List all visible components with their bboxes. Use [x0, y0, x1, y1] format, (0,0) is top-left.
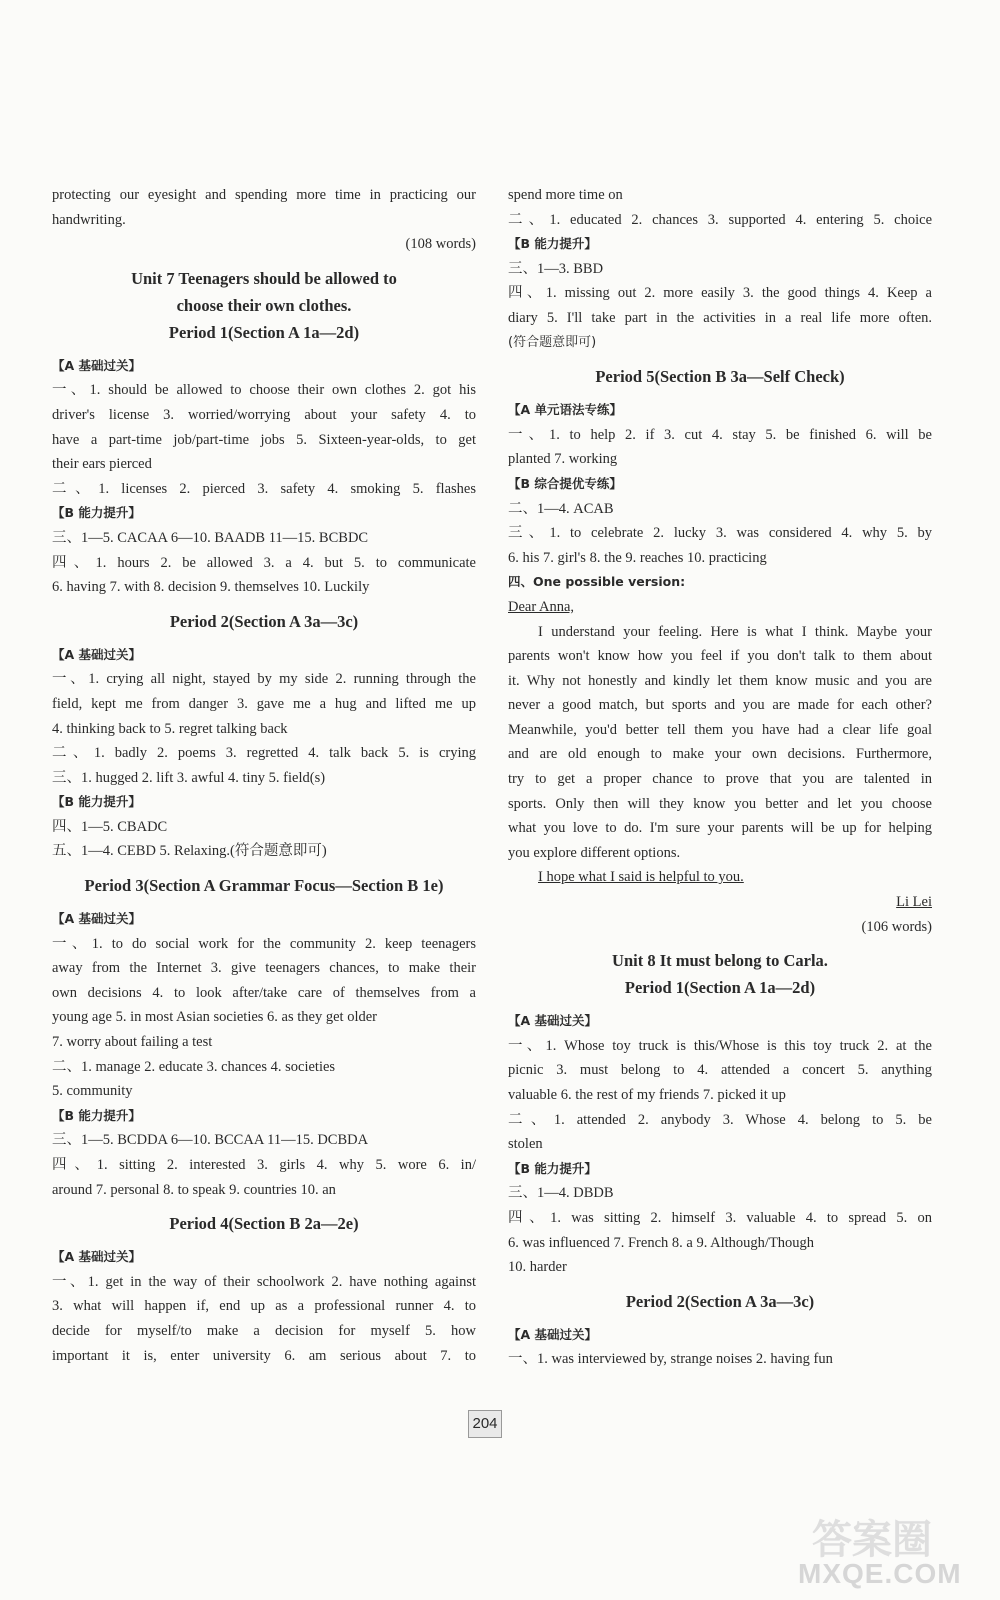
- spacer: [52, 346, 476, 354]
- text-line: 二、1. licenses 2. pierced 3. safety 4. smoking 5. flashes: [52, 480, 476, 497]
- right-column: [508, 183, 932, 1372]
- text-line: 10. harder: [508, 1259, 567, 1276]
- section-heading: choose their own clothes.: [176, 295, 352, 315]
- text-line: have a part-time job/part-time jobs 5. Sixteen-year-olds, to get: [52, 431, 476, 448]
- text-line: young age 5. in most Asian societies 6. as they get older: [52, 1009, 377, 1026]
- text-line: try to get a proper chance to prove that you are talented in: [508, 771, 932, 788]
- text-line: valuable 6. the rest of my friends 7. picked it up: [508, 1087, 786, 1103]
- text-line: 三、1—4. DBDB: [508, 1185, 614, 1202]
- exercise-label: 【B 能力提升】: [52, 1107, 141, 1123]
- spacer: [52, 600, 476, 608]
- exercise-label: 【B 能力提升】: [508, 1160, 597, 1176]
- spacer: [508, 1001, 932, 1009]
- exercise-label: 【A 基础过关】: [52, 646, 142, 662]
- section-heading: Period 2(Section A 3a—3c): [169, 611, 359, 631]
- watermark-logo: 答案圈: [812, 1517, 932, 1563]
- section-heading: Unit 7 Teenagers should be allowed to: [131, 268, 397, 288]
- text-line: 一、1. Whose toy truck is this/Whose is this toy truck 2. at the: [508, 1037, 932, 1054]
- text-line: handwriting.: [52, 211, 126, 228]
- section-heading: Period 1(Section A 1a—2d): [168, 322, 360, 342]
- exercise-label: 【A 基础过关】: [52, 357, 142, 373]
- text-line: 四、1—5. CBADC: [52, 818, 168, 835]
- text-line: 二、1. badly 2. poems 3. regretted 4. talk back 5. is crying: [52, 745, 476, 762]
- text-line: 3. what will happen if, end up as a professional runner 4. to: [52, 1298, 476, 1315]
- watermark: [790, 1508, 990, 1596]
- exercise-label: 【B 综合提优专练】: [508, 475, 622, 491]
- spacer: [52, 635, 476, 643]
- section-heading: Period 3(Section A Grammar Focus—Section B 1e): [84, 876, 444, 896]
- text-line: Meanwhile, you'd better tell them you have had a clear life goal: [508, 721, 932, 738]
- text-line: 一、1. crying all night, stayed by my side 2. running through the: [52, 671, 476, 688]
- text-line: (108 words): [405, 236, 476, 253]
- text-line: their ears pierced: [52, 456, 152, 473]
- text-line: field, kept me from danger 3. gave me a hug and lifted me up: [52, 695, 476, 712]
- text-line: spend more time on: [508, 187, 623, 203]
- section-heading: Period 5(Section B 3a—Self Check): [595, 367, 845, 387]
- text-line: 一、1. should be allowed to choose their own clothes 2. got his: [52, 382, 476, 399]
- text-line: 五、1—4. CEBD 5. Relaxing.(符合题意即可): [52, 843, 327, 860]
- text-line: parents won't know how you feel if you don't talk to them about: [508, 648, 932, 665]
- text-line: picnic 3. must belong to 4. attended a concert 5. anything: [508, 1062, 932, 1079]
- section-heading: Period 1(Section A 1a—2d): [624, 978, 816, 998]
- text-line: 二、1. manage 2. educate 3. chances 4. societies: [52, 1058, 336, 1075]
- exercise-label: 【A 基础过关】: [52, 911, 142, 927]
- text-line: decide for myself/to make a decision for myself 5. how: [52, 1322, 476, 1339]
- text-line: 四、1. missing out 2. more easily 3. the good things 4. Keep a: [508, 285, 932, 302]
- exercise-label: 【A 基础过关】: [508, 1326, 598, 1342]
- text-line: 四、1. hours 2. be allowed 3. a 4. but 5. to communicate: [52, 554, 476, 571]
- text-line: 6. was influenced 7. French 8. a 9. Although/Though: [508, 1234, 815, 1251]
- exercise-label: 【A 单元语法专练】: [508, 402, 623, 418]
- spacer: [52, 1202, 476, 1210]
- text-line: planted 7. working: [508, 451, 618, 468]
- spacer: [508, 1315, 932, 1323]
- left-column: [52, 183, 476, 1368]
- text-line: 一、1. to do social work for the community 2. keep teenagers: [52, 935, 476, 952]
- text-line: what you love to do. I'm sure your parents will be up for helping: [508, 820, 932, 837]
- text-line: driver's license 3. worried/worrying about your safety 4. to: [52, 406, 476, 423]
- text-line: important it is, enter university 6. am serious about 7. to: [52, 1347, 476, 1364]
- exercise-label: 【B 能力提升】: [508, 236, 597, 252]
- text-line: (106 words): [861, 918, 932, 935]
- text-line: I understand your feeling. Here is what I think. Maybe your: [538, 623, 932, 640]
- spacer: [52, 899, 476, 907]
- spacer: [508, 390, 932, 398]
- text-line: (符合题意即可): [508, 334, 597, 350]
- text-line: Dear Anna,: [508, 598, 575, 615]
- text-line: 一、1. to help 2. if 3. cut 4. stay 5. be finished 6. will be: [508, 426, 932, 443]
- text-line: own decisions 4. to look after/take care of themselves from a: [52, 984, 476, 1001]
- exercise-label: 四、One possible version:: [508, 574, 686, 590]
- text-line: 5. community: [52, 1083, 133, 1100]
- text-line: stolen: [508, 1136, 543, 1153]
- text-line: 二、1. attended 2. anybody 3. Whose 4. belong to 5. be: [508, 1111, 932, 1128]
- text-line: 二、1—4. ACAB: [508, 500, 614, 517]
- text-line: it. Why not honestly and kindly let them know music and you are: [508, 672, 932, 689]
- text-line: 6. his 7. girl's 8. the 9. reaches 10. practicing: [508, 549, 767, 566]
- text-line: 三、1—5. BCDDA 6—10. BCCAA 11—15. DCBDA: [52, 1132, 369, 1149]
- text-line: 一、1. was interviewed by, strange noises 2. having fun: [508, 1351, 833, 1368]
- text-line: never a good match, but sports and you are made for each other?: [508, 697, 932, 714]
- text-line: sports. Only then will they know you better and let you choose: [508, 795, 932, 812]
- text-line: protecting our eyesight and spending more time in practicing our: [52, 187, 476, 203]
- text-line: around 7. personal 8. to speak 9. countries 10. an: [52, 1181, 336, 1198]
- spacer: [52, 864, 476, 872]
- page-number: 204: [468, 1410, 502, 1438]
- section-heading: Period 4(Section B 2a—2e): [169, 1214, 359, 1234]
- text-line: diary 5. I'll take part in the activities in a real life more often.: [508, 309, 932, 326]
- text-line: you explore different options.: [508, 844, 681, 861]
- text-line: I hope what I said is helpful to you.: [538, 869, 744, 886]
- exercise-label: 【B 能力提升】: [52, 794, 141, 810]
- watermark-text: MXQE.COM: [798, 1558, 962, 1589]
- section-heading: Period 2(Section A 3a—3c): [625, 1291, 815, 1311]
- text-line: 7. worry about failing a test: [52, 1034, 213, 1051]
- section-heading: Unit 8 It must belong to Carla.: [612, 951, 828, 971]
- spacer: [52, 1237, 476, 1245]
- spacer: [508, 939, 932, 947]
- exercise-label: 【B 能力提升】: [52, 505, 141, 521]
- text-line: 三、1—3. BBD: [508, 260, 604, 277]
- spacer: [508, 1280, 932, 1288]
- text-line: 三、1—5. CACAA 6—10. BAADB 11—15. BCBDC: [52, 529, 369, 546]
- spacer: [52, 257, 476, 265]
- spacer: [508, 355, 932, 363]
- text-line: 6. having 7. with 8. decision 9. themselves 10. Luckily: [52, 579, 370, 596]
- text-line: 三、1. to celebrate 2. lucky 3. was considered 4. why 5. by: [508, 525, 932, 542]
- exercise-label: 【A 基础过关】: [52, 1249, 142, 1265]
- text-line: 4. thinking back to 5. regret talking back: [52, 720, 288, 737]
- text-line: and are old enough to make your own decisions. Furthermore,: [508, 746, 932, 763]
- text-line: Li Lei: [896, 894, 932, 911]
- text-line: 三、1. hugged 2. lift 3. awful 4. tiny 5. field(s): [52, 769, 326, 786]
- text-line: 四、1. sitting 2. interested 3. girls 4. why 5. wore 6. in/: [52, 1157, 476, 1173]
- text-line: away from the Internet 3. give teenagers chances, to make their: [52, 960, 476, 977]
- text-line: 四、1. was sitting 2. himself 3. valuable 4. to spread 5. on: [508, 1209, 932, 1226]
- text-line: 一、1. get in the way of their schoolwork 2. have nothing against: [52, 1273, 476, 1290]
- text-line: 二、1. educated 2. chances 3. supported 4. entering 5. choice: [508, 211, 932, 228]
- exercise-label: 【A 基础过关】: [508, 1013, 598, 1029]
